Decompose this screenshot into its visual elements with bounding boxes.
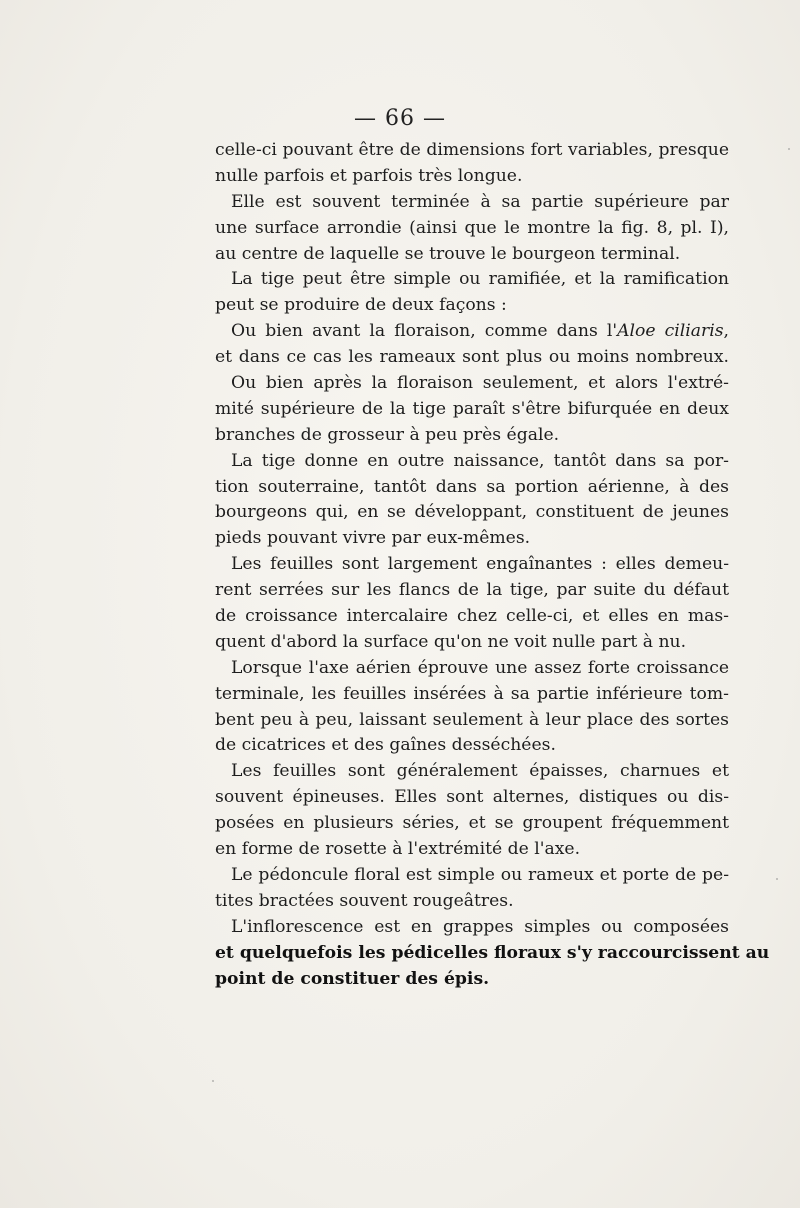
- paper-speck: [212, 1080, 214, 1082]
- text-line: La tige donne en outre naissance, tantôt dans sa por-: [231, 450, 729, 471]
- text-line: Elle est souvent terminée à sa partie supérieure par: [231, 191, 729, 212]
- text-line: et quelquefois les pédicelles floraux s'y raccourcissent au: [215, 942, 770, 963]
- text-line: branches de grosseur à peu près égale.: [215, 424, 560, 445]
- text-line: terminale, les feuilles insérées à sa partie inférieure tom-: [215, 683, 729, 704]
- text-line: rent serrées sur les flancs de la tige, par suite du défaut: [215, 580, 729, 601]
- text-line: au centre de laquelle se trouve le bourgeon terminal.: [215, 243, 681, 264]
- text-line-segment: ,: [723, 321, 729, 342]
- text-line: une surface arrondie (ainsi que le montre la fig. 8, pl. I),: [215, 217, 729, 238]
- text-line: de croissance intercalaire chez celle-ci, et elles en mas-: [215, 606, 729, 627]
- text-line: peut se produire de deux façons :: [215, 295, 507, 316]
- species-name: Aloe ciliaris: [617, 321, 724, 342]
- text-line-segment: Ou bien avant la floraison, comme dans l': [231, 321, 618, 342]
- text-line: bent peu à peu, laissant seulement à leur place des sortes: [215, 709, 729, 730]
- page-number: — 66 —: [354, 106, 446, 131]
- text-line: posées en plusieurs séries, et se groupent fréquemment: [215, 813, 729, 834]
- text-line: de cicatrices et des gaînes desséchées.: [215, 735, 556, 756]
- text-line: quent d'abord la surface qu'on ne voit nulle part à nu.: [215, 631, 687, 652]
- text-line: nulle parfois et parfois très longue.: [215, 165, 523, 186]
- text-line: La tige peut être simple ou ramifiée, et la ramification: [231, 269, 729, 290]
- text-line: en forme de rosette à l'extrémité de l'axe.: [215, 839, 581, 860]
- text-line: pieds pouvant vivre par eux-mêmes.: [215, 528, 531, 549]
- text-line: et dans ce cas les rameaux sont plus ou moins nombreux.: [215, 347, 729, 368]
- text-line: tion souterraine, tantôt dans sa portion aérienne, à des: [215, 476, 729, 497]
- text-line: Lorsque l'axe aérien éprouve une assez forte croissance: [231, 657, 729, 678]
- body-text: [215, 138, 770, 992]
- text-line: Les feuilles sont généralement épaisses, charnues et: [231, 761, 729, 782]
- text-line: tites bractées souvent rougeâtres.: [215, 890, 514, 911]
- text-line: point de constituer des épis.: [215, 968, 490, 989]
- paper-speck: [788, 148, 790, 150]
- text-line: L'inflorescence est en grappes simples ou composées: [231, 916, 729, 937]
- text-line: Le pédoncule floral est simple ou rameux et porte de pe-: [231, 864, 729, 885]
- text-line: bourgeons qui, en se développant, constituent de jeunes: [215, 502, 729, 523]
- text-line: Les feuilles sont largement engaînantes : elles demeu-: [231, 554, 729, 575]
- text-line: [215, 319, 729, 345]
- text-line: mité supérieure de la tige paraît s'être bifurquée en deux: [215, 398, 729, 419]
- text-line: souvent épineuses. Elles sont alternes, distiques ou dis-: [215, 787, 729, 808]
- text-line: Ou bien après la floraison seulement, et alors l'extré-: [231, 373, 729, 394]
- text-line: celle-ci pouvant être de dimensions fort variables, presque: [215, 140, 729, 160]
- paper-speck: [776, 878, 778, 880]
